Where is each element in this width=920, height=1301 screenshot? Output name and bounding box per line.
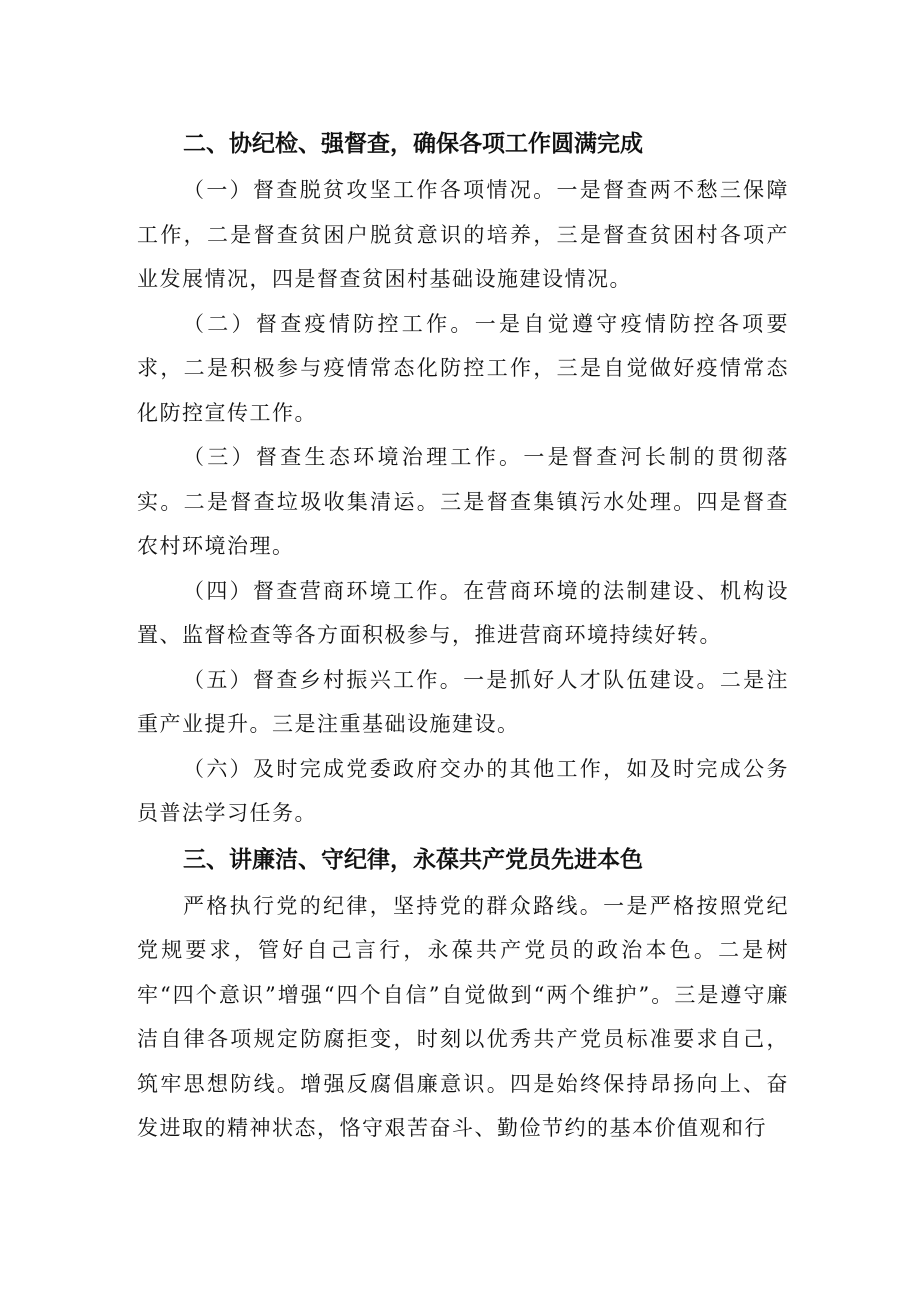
section-heading: 三、讲廉洁、守纪律，永葆共产党员先进本色 — [183, 846, 643, 873]
paragraph-poverty-alleviation: （一）督查脱贫攻坚工作各项情况。一是督查两不愁三保障工作，二是督查贫困户脱贫意识的培养，三是督查贫困村各项产业发展情况，四是督查贫困村基础设施建设情况。 — [137, 178, 789, 291]
paragraph-party-discipline: 严格执行党的纪律，坚持党的群众路线。一是严格按照党纪党规要求，管好自己言行，永葆共产党员的政治本色。二是树牢“四个意识”增强“四个自信”自觉做到“两个维护”。三是遵守廉洁自律各项规定防腐拒变，时刻以优秀共产党员标准要求自己，筑牢思想防线。增强反腐倡廉意识。四是始终保持昂扬向上、奋发进取的精神状态，恪守艰苦奋斗、勤俭节约的基本价值观和行 — [137, 893, 789, 1140]
paragraph-business-environment: （四）督查营商环境工作。在营商环境的法制建设、机构设置、监督检查等各方面积极参与，推进营商环境持续好转。 — [137, 578, 789, 647]
document-page — [137, 120, 789, 1151]
section-discipline-supervision — [137, 122, 789, 836]
paragraph-epidemic-control: （二）督查疫情防控工作。一是自觉遵守疫情防控各项要求，二是积极参与疫情常态化防控工作，三是自觉做好疫情常态化防控宣传工作。 — [137, 311, 789, 425]
section-heading: 二、协纪检、强督查，确保各项工作圆满完成 — [183, 131, 643, 157]
section-integrity-discipline — [137, 838, 789, 1151]
paragraph-rural-revitalization: （五）督查乡村振兴工作。一是抓好人才队伍建设。二是注重产业提升。三是注重基础设施建设。 — [137, 667, 789, 736]
paragraph-ecological-environment: （三）督查生态环境治理工作。一是督查河长制的贯彻落实。二是督查垃圾收集清运。三是督查集镇污水处理。四是督查农村环境治理。 — [137, 445, 789, 558]
paragraph-other-tasks: （六）及时完成党委政府交办的其他工作，如及时完成公务员普法学习任务。 — [137, 756, 789, 825]
